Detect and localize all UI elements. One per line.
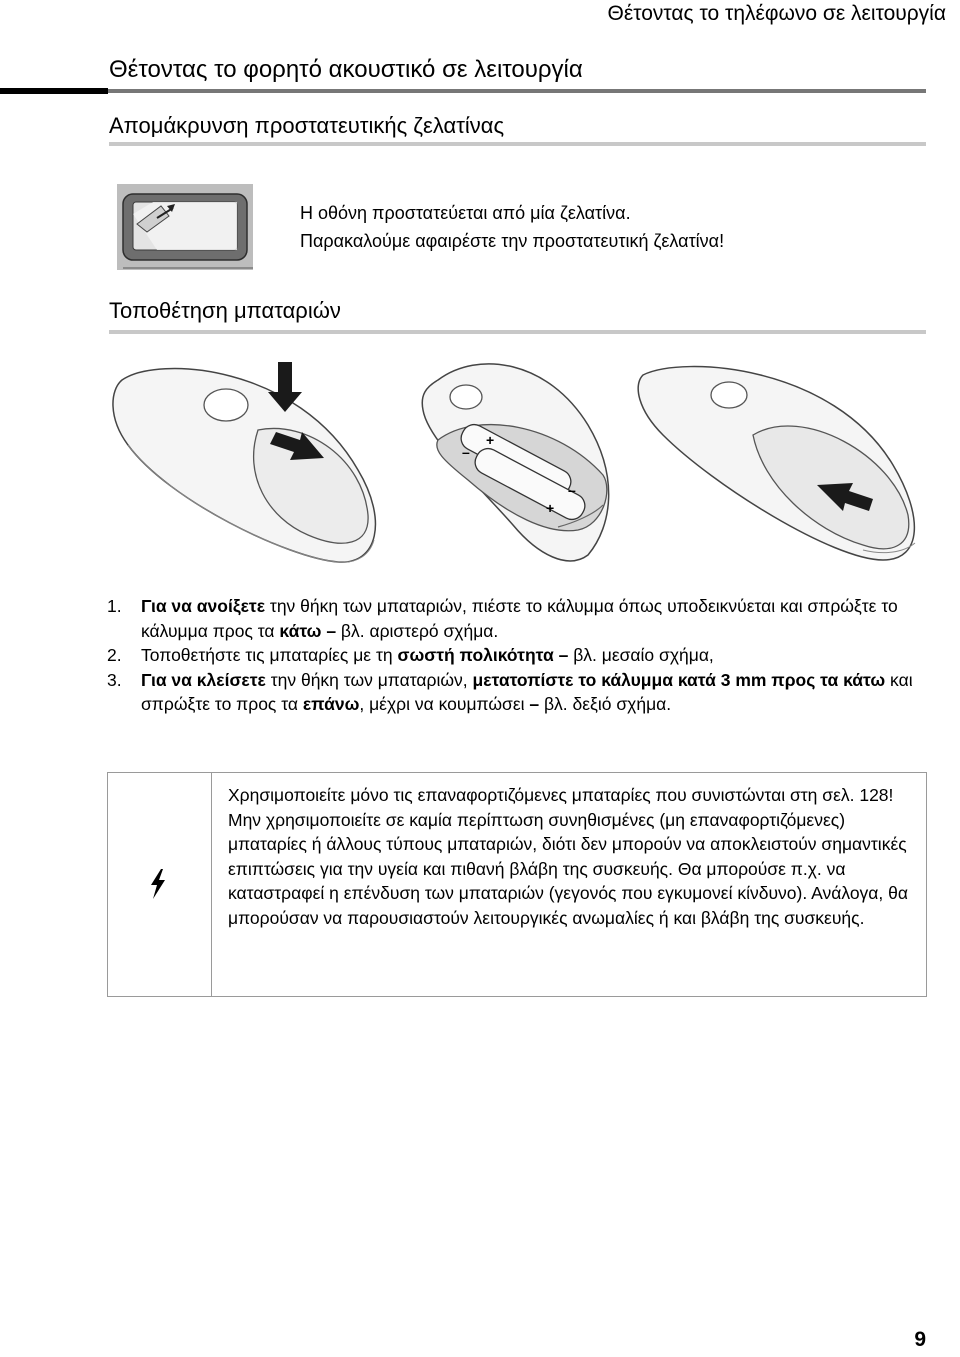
battery1-plus-label: +: [486, 432, 495, 448]
header-rule: [0, 89, 926, 93]
film-text-line2: Παρακαλούμε αφαιρέστε την προστατευτική ζελατίνα!: [300, 231, 725, 251]
running-header: Θέτοντας το τηλέφωνο σε λειτουργία: [607, 2, 946, 25]
close-cover-illustration: [633, 355, 928, 570]
warning-divider: [211, 773, 212, 996]
step-3: 3. Για να κλείσετε την θήκη των μπαταριών, μετατοπίστε το κάλυμμα κατά 3 mm προς τα κάτω και σπρώξτε το προς τα επάνω, μέχρι να κουμπώσει – βλ. δεξιό σχήμα.: [107, 669, 913, 714]
battery-heading: Τοποθέτηση μπαταριών: [109, 298, 341, 323]
warning-text: Χρησιμοποιείτε μόνο τις επαναφορτιζόμενες μπαταρίες που συνιστώνται στη σελ. 128! Μην χρησιμοποιείτε σε καμία περίπτωση συνηθισμένες (μη επαναφορτιζόμενες) μπαταρίες ή άλλους τύπους μπαταριών, διότι δεν μπορούν να αποκλειστούν σημαντικές επιπτώσεις για την υγεία και πιθανή βλάβη της συσκευής. Θα μπορούσε π.χ. να καταστραφεί η επένδυση των μπαταριών (γεγονός που εγκυμονεί κίνδυνο). Ανάλογα, θα μπορούσαν να παρουσιαστούν λειτουργικές ανωμαλίες ή και βλάβη της συσκευής.: [228, 785, 908, 928]
film-heading: Απομάκρυνση προστατευτικής ζελατίνας: [109, 113, 505, 138]
step-1: 1. Για να ανοίξετε την θήκη των μπαταριών, πιέστε το κάλυμμα όπως υποδεικνύεται και σπρώξτε το κάλυμμα προς τα κάτω – βλ. αριστερό σχήμα.: [107, 596, 898, 641]
header-rule-accent: [0, 88, 108, 94]
open-cover-illustration: [108, 350, 398, 575]
battery-steps-list: [107, 594, 919, 717]
film-text-line1: Η οθόνη προστατεύεται από μία ζελατίνα.: [300, 203, 631, 223]
battery2-plus-label: +: [546, 500, 555, 516]
battery-heading-rule: [109, 330, 926, 334]
battery1-minus-label: –: [568, 482, 576, 498]
display-film-illustration: [117, 184, 253, 270]
step-2: 2. Τοποθετήστε τις μπαταρίες με τη σωστή πολικότητα – βλ. μεσαίο σχήμα,: [107, 645, 714, 665]
film-heading-rule: [109, 142, 926, 146]
page-number: 9: [914, 1328, 926, 1351]
page-title: Θέτοντας το φορητό ακουστικό σε λειτουργία: [109, 56, 583, 83]
warning-box: [107, 772, 927, 997]
lightning-icon: [148, 869, 168, 899]
insert-batteries-illustration: [398, 355, 633, 570]
battery2-minus-label: –: [462, 444, 470, 460]
